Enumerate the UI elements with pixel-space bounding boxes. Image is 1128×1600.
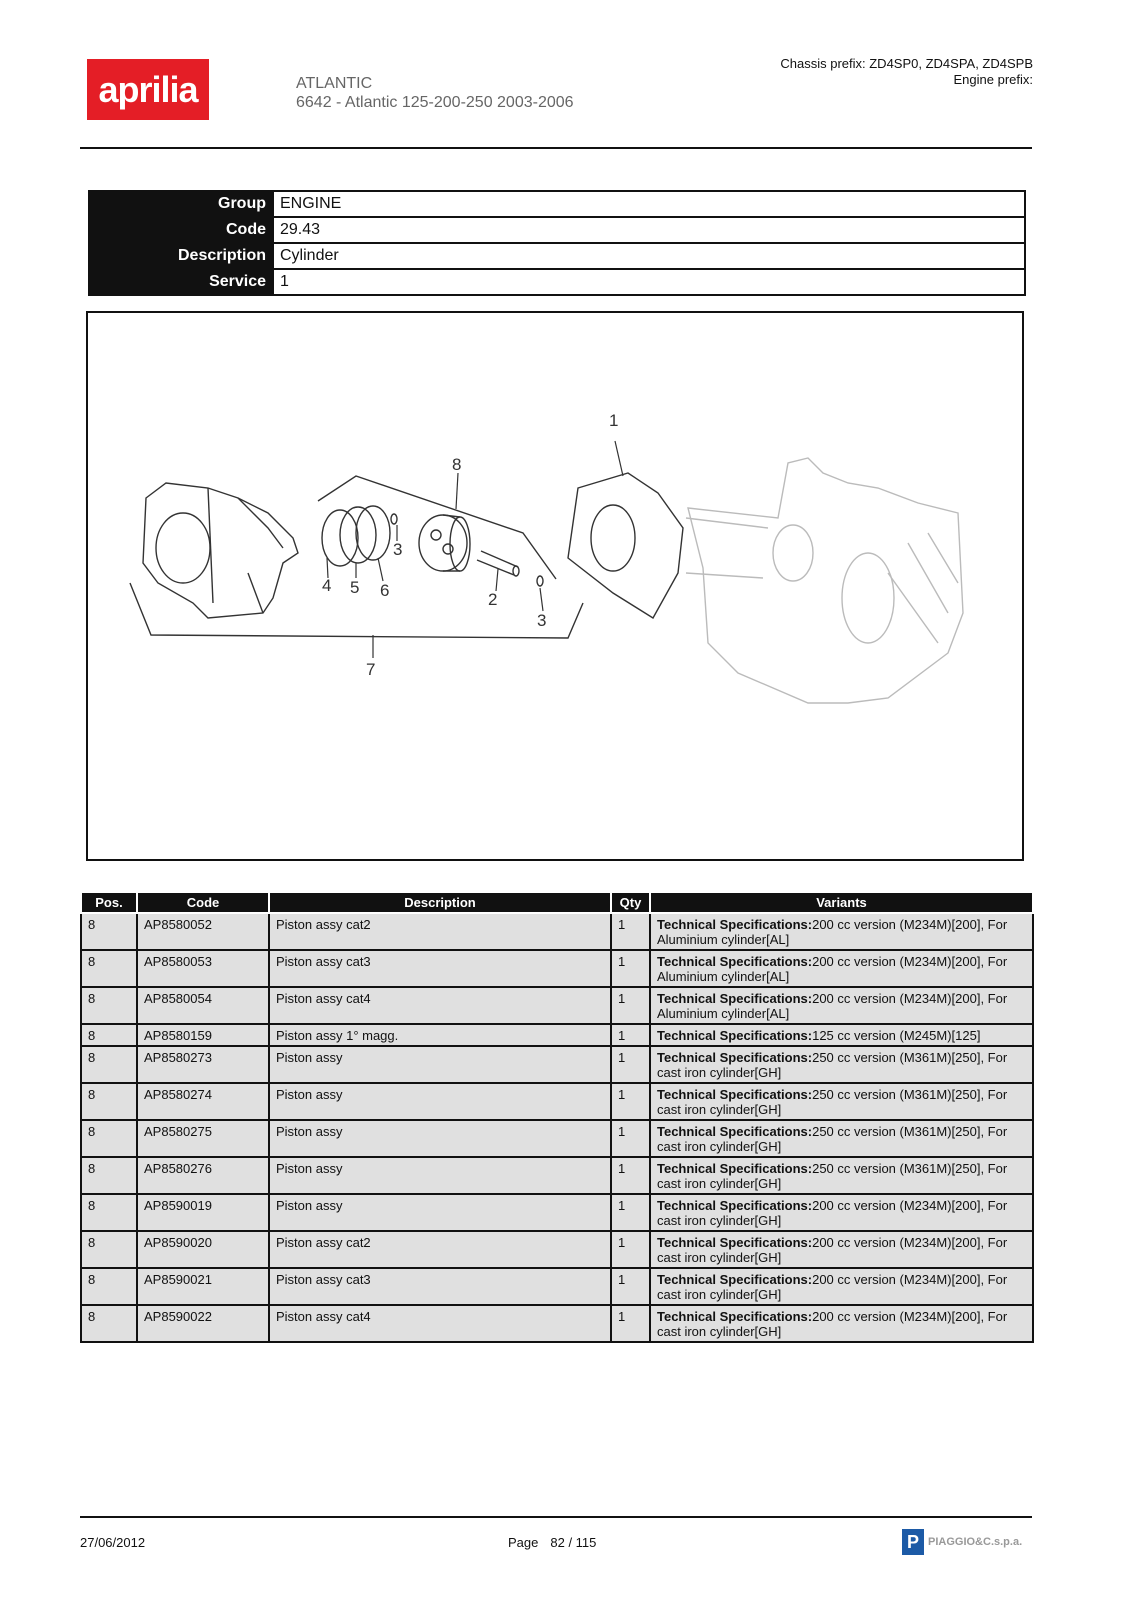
cell-qty: 1 (611, 1194, 650, 1231)
cell-qty: 1 (611, 1083, 650, 1120)
variant-value: 200 cc version (M234M)[200], For Aluminium cylinder[AL] (657, 954, 1008, 984)
callout-4: 4 (322, 576, 332, 595)
cell-description: Piston assy (269, 1046, 611, 1083)
cell-description: Piston assy (269, 1194, 611, 1231)
variant-label: Technical Specifications: (657, 1161, 813, 1176)
cell-pos: 8 (81, 1231, 137, 1268)
info-value: ENGINE (273, 191, 1025, 217)
col-pos: Pos. (81, 893, 137, 913)
variant-label: Technical Specifications: (657, 1028, 813, 1043)
piston-rings-drawing (322, 506, 397, 566)
piston-drawing (419, 515, 470, 571)
variant-label: Technical Specifications: (657, 1272, 813, 1287)
variant-value: 200 cc version (M234M)[200], For cast iron cylinder[GH] (657, 1235, 1008, 1265)
cell-description: Piston assy (269, 1157, 611, 1194)
callout-6: 6 (380, 581, 390, 600)
table-row (81, 1305, 1033, 1342)
cell-variant (650, 1120, 1033, 1157)
cell-description: Piston assy cat4 (269, 1305, 611, 1342)
info-label: Code (89, 217, 273, 243)
parts-body (81, 913, 1033, 1342)
cell-pos: 8 (81, 1268, 137, 1305)
col-description: Description (269, 893, 611, 913)
variant-label: Technical Specifications: (657, 1124, 813, 1139)
cell-code: AP8580159 (137, 1024, 269, 1046)
chassis-prefix: Chassis prefix: ZD4SP0, ZD4SPA, ZD4SPB (780, 56, 1033, 71)
table-row (81, 1268, 1033, 1305)
info-value: 29.43 (273, 217, 1025, 243)
variant-value: 200 cc version (M234M)[200], For cast iron cylinder[GH] (657, 1309, 1008, 1339)
cell-qty: 1 (611, 1268, 650, 1305)
piston-bracket (318, 476, 556, 579)
cell-code: AP8590022 (137, 1305, 269, 1342)
cell-variant (650, 1024, 1033, 1046)
cell-qty: 1 (611, 987, 650, 1024)
callout-5: 5 (350, 578, 360, 597)
variant-value: 250 cc version (M361M)[250], For cast iron cylinder[GH] (657, 1124, 1008, 1154)
variant-label: Technical Specifications: (657, 1050, 813, 1065)
piaggio-logo-mark: P (902, 1529, 924, 1555)
gasket-drawing (568, 473, 683, 618)
cell-qty: 1 (611, 1120, 650, 1157)
info-label: Description (89, 243, 273, 269)
table-row (81, 1194, 1033, 1231)
cell-code: AP8590020 (137, 1231, 269, 1268)
cell-variant (650, 1157, 1033, 1194)
diagram-drawing (88, 313, 1022, 859)
variant-label: Technical Specifications: (657, 917, 813, 932)
parts-table (80, 893, 1034, 1343)
cell-code: AP8580276 (137, 1157, 269, 1194)
leader-lines (327, 441, 623, 658)
print-date: 27/06/2012 (80, 1535, 146, 1550)
cell-pos: 8 (81, 1194, 137, 1231)
callout-3b: 3 (537, 611, 547, 630)
page-indicator (508, 1535, 596, 1550)
table-row (81, 950, 1033, 987)
cell-variant (650, 987, 1033, 1024)
callout-7: 7 (366, 660, 376, 679)
col-code: Code (137, 893, 269, 913)
col-variants: Variants (650, 893, 1033, 913)
table-row (81, 1120, 1033, 1157)
cell-description: Piston assy 1° magg. (269, 1024, 611, 1046)
table-row (81, 1024, 1033, 1046)
variant-value: 200 cc version (M234M)[200], For Aluminium cylinder[AL] (657, 991, 1008, 1021)
aprilia-logo: aprilia (87, 59, 209, 120)
cell-code: AP8580273 (137, 1046, 269, 1083)
cell-qty: 1 (611, 913, 650, 950)
cell-pos: 8 (81, 1305, 137, 1342)
cell-variant (650, 1231, 1033, 1268)
piaggio-logo (902, 1529, 1022, 1555)
variant-label: Technical Specifications: (657, 1235, 813, 1250)
variant-label: Technical Specifications: (657, 1087, 813, 1102)
variant-value: 250 cc version (M361M)[250], For cast iron cylinder[GH] (657, 1087, 1008, 1117)
cylinder-drawing (143, 483, 298, 618)
table-row (81, 1046, 1033, 1083)
callout-1: 1 (609, 411, 619, 430)
variant-value: 200 cc version (M234M)[200], For Aluminium cylinder[AL] (657, 917, 1008, 947)
cell-qty: 1 (611, 1046, 650, 1083)
cell-description: Piston assy cat2 (269, 913, 611, 950)
cell-code: AP8590019 (137, 1194, 269, 1231)
variant-value: 250 cc version (M361M)[250], For cast iron cylinder[GH] (657, 1050, 1008, 1080)
cell-variant (650, 1046, 1033, 1083)
model-block (296, 74, 574, 112)
callout-8: 8 (452, 455, 462, 474)
variant-value: 200 cc version (M234M)[200], For cast iron cylinder[GH] (657, 1198, 1008, 1228)
cell-pos: 8 (81, 1083, 137, 1120)
cell-description: Piston assy (269, 1083, 611, 1120)
cell-code: AP8580052 (137, 913, 269, 950)
col-qty: Qty (611, 893, 650, 913)
table-row (81, 913, 1033, 950)
cell-pos: 8 (81, 1120, 137, 1157)
callout-3a: 3 (393, 540, 403, 559)
variant-label: Technical Specifications: (657, 991, 813, 1006)
catalog-title: 6642 - Atlantic 125-200-250 2003-2006 (296, 94, 574, 111)
cell-qty: 1 (611, 950, 650, 987)
cell-description: Piston assy cat2 (269, 1231, 611, 1268)
cell-code: AP8580274 (137, 1083, 269, 1120)
table-row (81, 1083, 1033, 1120)
table-row (81, 1231, 1033, 1268)
cell-pos: 8 (81, 950, 137, 987)
cell-description: Piston assy cat3 (269, 950, 611, 987)
cell-pos: 8 (81, 913, 137, 950)
page-label: Page (508, 1535, 539, 1550)
cell-variant (650, 1083, 1033, 1120)
cell-qty: 1 (611, 1157, 650, 1194)
cell-variant (650, 1305, 1033, 1342)
variant-label: Technical Specifications: (657, 954, 813, 969)
crankcase-drawing (686, 458, 963, 703)
cell-variant (650, 1268, 1033, 1305)
parts-header-row (81, 893, 1033, 913)
variant-value: 250 cc version (M361M)[250], For cast iron cylinder[GH] (657, 1161, 1008, 1191)
cell-description: Piston assy cat4 (269, 987, 611, 1024)
cell-code: AP8590021 (137, 1268, 269, 1305)
info-row (89, 217, 1025, 243)
info-value: Cylinder (273, 243, 1025, 269)
variant-value: 125 cc version (M245M)[125] (812, 1028, 981, 1043)
cell-variant (650, 913, 1033, 950)
prefix-block (780, 56, 1033, 88)
variant-label: Technical Specifications: (657, 1198, 813, 1213)
cell-description: Piston assy (269, 1120, 611, 1157)
cell-code: AP8580054 (137, 987, 269, 1024)
info-label: Group (89, 191, 273, 217)
variant-label: Technical Specifications: (657, 1309, 813, 1324)
info-value: 1 (273, 269, 1025, 295)
info-label: Service (89, 269, 273, 295)
cell-qty: 1 (611, 1305, 650, 1342)
cell-description: Piston assy cat3 (269, 1268, 611, 1305)
company-name: PIAGGIO&C.s.p.a. (928, 1536, 1023, 1548)
callout-2: 2 (488, 590, 498, 609)
info-table (88, 190, 1026, 296)
engine-prefix: Engine prefix: (953, 72, 1033, 87)
table-row (81, 1157, 1033, 1194)
header-divider (80, 147, 1032, 149)
table-row (81, 987, 1033, 1024)
piston-pin-drawing (477, 551, 543, 586)
cell-pos: 8 (81, 1024, 137, 1046)
model-name: ATLANTIC (296, 75, 373, 92)
cell-pos: 8 (81, 987, 137, 1024)
cell-variant (650, 950, 1033, 987)
variant-value: 200 cc version (M234M)[200], For cast iron cylinder[GH] (657, 1272, 1008, 1302)
cell-qty: 1 (611, 1231, 650, 1268)
cell-pos: 8 (81, 1046, 137, 1083)
cell-code: AP8580275 (137, 1120, 269, 1157)
cell-variant (650, 1194, 1033, 1231)
info-row (89, 243, 1025, 269)
info-row (89, 191, 1025, 217)
page-number: 82 / 115 (550, 1535, 597, 1550)
cell-code: AP8580053 (137, 950, 269, 987)
info-row (89, 269, 1025, 295)
exploded-diagram (86, 311, 1024, 861)
cell-qty: 1 (611, 1024, 650, 1046)
footer-divider (80, 1516, 1032, 1518)
cell-pos: 8 (81, 1157, 137, 1194)
